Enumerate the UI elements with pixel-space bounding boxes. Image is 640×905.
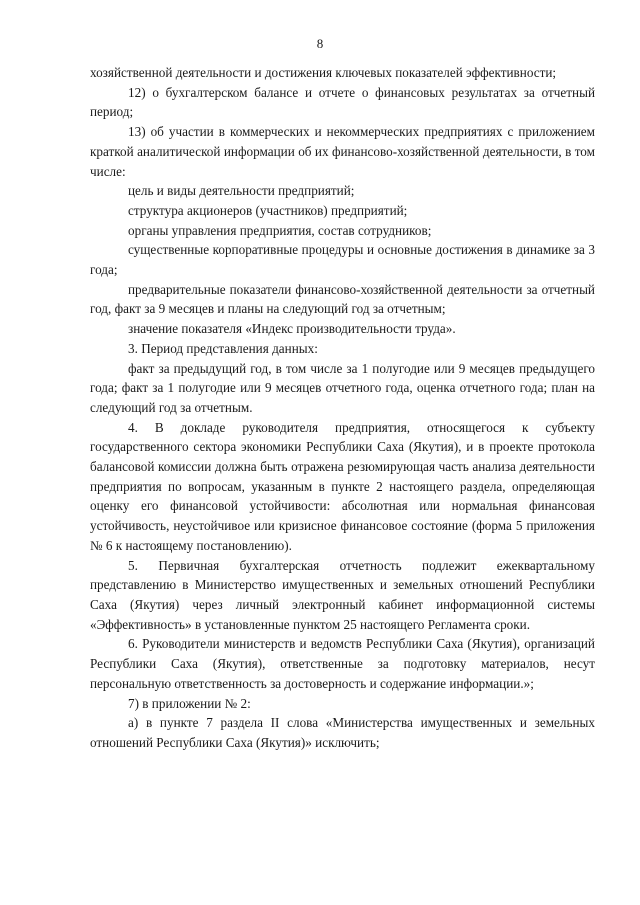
paragraph-1: хозяйственной деятельности и достижения ключевых показателей эффективности; [90,65,557,80]
paragraph-15: 7) в приложении № 2: [128,695,251,711]
paragraph-9: значение показателя «Индекс производительности труда». [128,321,456,337]
paragraph-12: 4. В докладе руководителя предприятия, относящегося к субъекту государственного сектора экономики Республики Саха (Якутия), и в проекте протокола балансовой комиссии должна быть отражена резюмирующая часть анализа деятельности предприятия по вопросам, указанным в пункте 2 настоящего раздела, определяющая оценку его финансовой устойчивости: абсолютная или нормальная финансовая устойчивость, неустойчивое или кризисное финансовое состояние (форма 5 приложения № 6 к настоящему постановлению). [90,419,595,553]
paragraph-2: 12) о бухгалтерском балансе и отчете о финансовых результатах за отчетный период; [90,84,595,120]
paragraph-3: 13) об участии в коммерческих и некоммерческих предприятиях с приложением краткой аналитической информации об их финансово-хозяйственной деятельности, в том числе: [90,124,595,179]
paragraph-16: а) в пункте 7 раздела II слова «Министерства имущественных и земельных отношений Республики Саха (Якутия)» исключить; [90,715,595,750]
paragraph-8: предварительные показатели финансово-хозяйственной деятельности за отчетный год, факт за 9 месяцев и планы на следующий год за отчетным; [90,281,595,317]
paragraph-6: органы управления предприятия, состав сотрудников; [128,222,432,238]
paragraph-10: 3. Период представления данных: [128,340,318,356]
paragraph-14: 6. Руководители министерств и ведомств Республики Саха (Якутия), организаций Республики Саха (Якутия), ответственные за подготовку материалов, несут персональную ответственность за достоверность и содержание информации.»; [90,636,595,691]
paragraph-5: структура акционеров (участников) предприятий; [128,202,408,218]
paragraph-11: факт за предыдущий год, в том числе за 1 полугодие или 9 месяцев предыдущего года; факт за 1 полугодие или 9 месяцев отчетного года, оценка отчетного года; план на следующий год за отчетным. [90,360,595,415]
page-number: 8 [316,36,324,51]
paragraph-7: существенные корпоративные процедуры и основные достижения в динамике за 3 года; [90,242,595,278]
document-body [90,63,595,753]
paragraph-4: цель и виды деятельности предприятий; [128,183,355,199]
paragraph-13: 5. Первичная бухгалтерская отчетность подлежит ежеквартальному представлению в Министерство имущественных и земельных отношений Республики Саха (Якутия) через личный электронный кабинет информационной системы «Эффективность» в установленные пунктом 25 настоящего Регламента сроки. [90,557,595,632]
